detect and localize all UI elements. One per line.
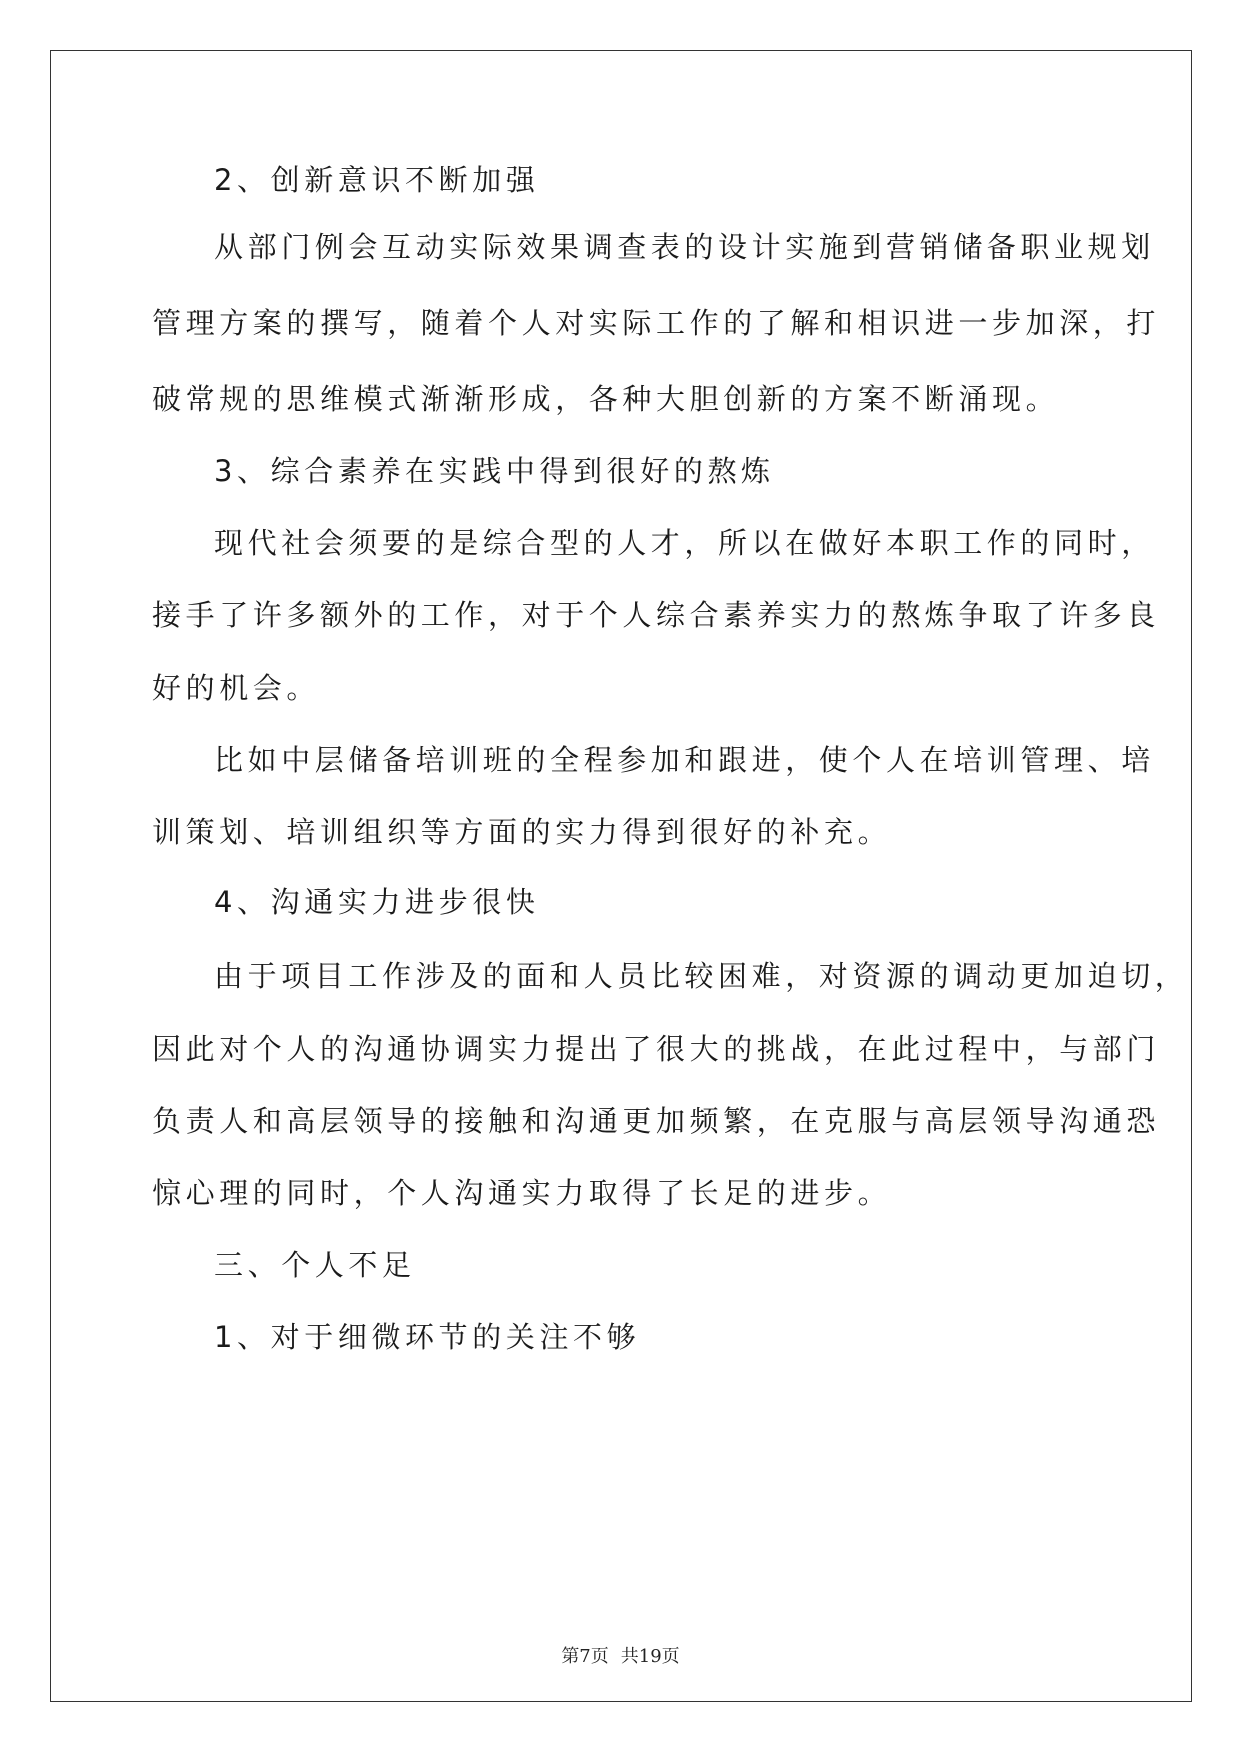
paragraph-line: 比如中层储备培训班的全程参加和跟进，使个人在培训管理、培 bbox=[214, 743, 1155, 777]
current-page-label: 第7页 bbox=[561, 1646, 609, 1667]
paragraph-line: 惊心理的同时，个人沟通实力取得了长足的进步。 bbox=[152, 1176, 892, 1210]
paragraph-line: 训策划、培训组织等方面的实力得到很好的补充。 bbox=[152, 815, 892, 849]
heading-innovation: 2、创新意识不断加强 bbox=[214, 163, 540, 197]
paragraph-line: 好的机会。 bbox=[152, 671, 321, 705]
paragraph-line: 破常规的思维模式渐渐形成，各种大胆创新的方案不断涌现。 bbox=[152, 382, 1060, 416]
total-pages-label: 共19页 bbox=[620, 1646, 680, 1667]
page-border bbox=[50, 50, 1192, 1702]
paragraph-line: 从部门例会互动实际效果调查表的设计实施到营销储备职业规划 bbox=[214, 230, 1155, 264]
paragraph-line: 管理方案的撰写，随着个人对实际工作的了解和相识进一步加深，打 bbox=[152, 306, 1161, 340]
heading-shortcomings: 三、个人不足 bbox=[214, 1248, 416, 1282]
heading-communication: 4、沟通实力进步很快 bbox=[214, 885, 540, 919]
paragraph-line: 负责人和高层领导的接触和沟通更加频繁，在克服与高层领导沟通恐 bbox=[152, 1104, 1161, 1138]
paragraph-line: 由于项目工作涉及的面和人员比较困难，对资源的调动更加迫切， bbox=[214, 959, 1189, 993]
paragraph-line: 因此对个人的沟通协调实力提出了很大的挑战，在此过程中，与部门 bbox=[152, 1032, 1161, 1066]
paragraph-line: 现代社会须要的是综合型的人才，所以在做好本职工作的同时， bbox=[214, 526, 1155, 560]
paragraph-line: 接手了许多额外的工作，对于个人综合素养实力的熬炼争取了许多良 bbox=[152, 598, 1161, 632]
page-footer bbox=[0, 1642, 1241, 1668]
heading-detail-attention: 1、对于细微环节的关注不够 bbox=[214, 1320, 641, 1354]
heading-quality: 3、综合素养在实践中得到很好的熬炼 bbox=[214, 454, 775, 488]
